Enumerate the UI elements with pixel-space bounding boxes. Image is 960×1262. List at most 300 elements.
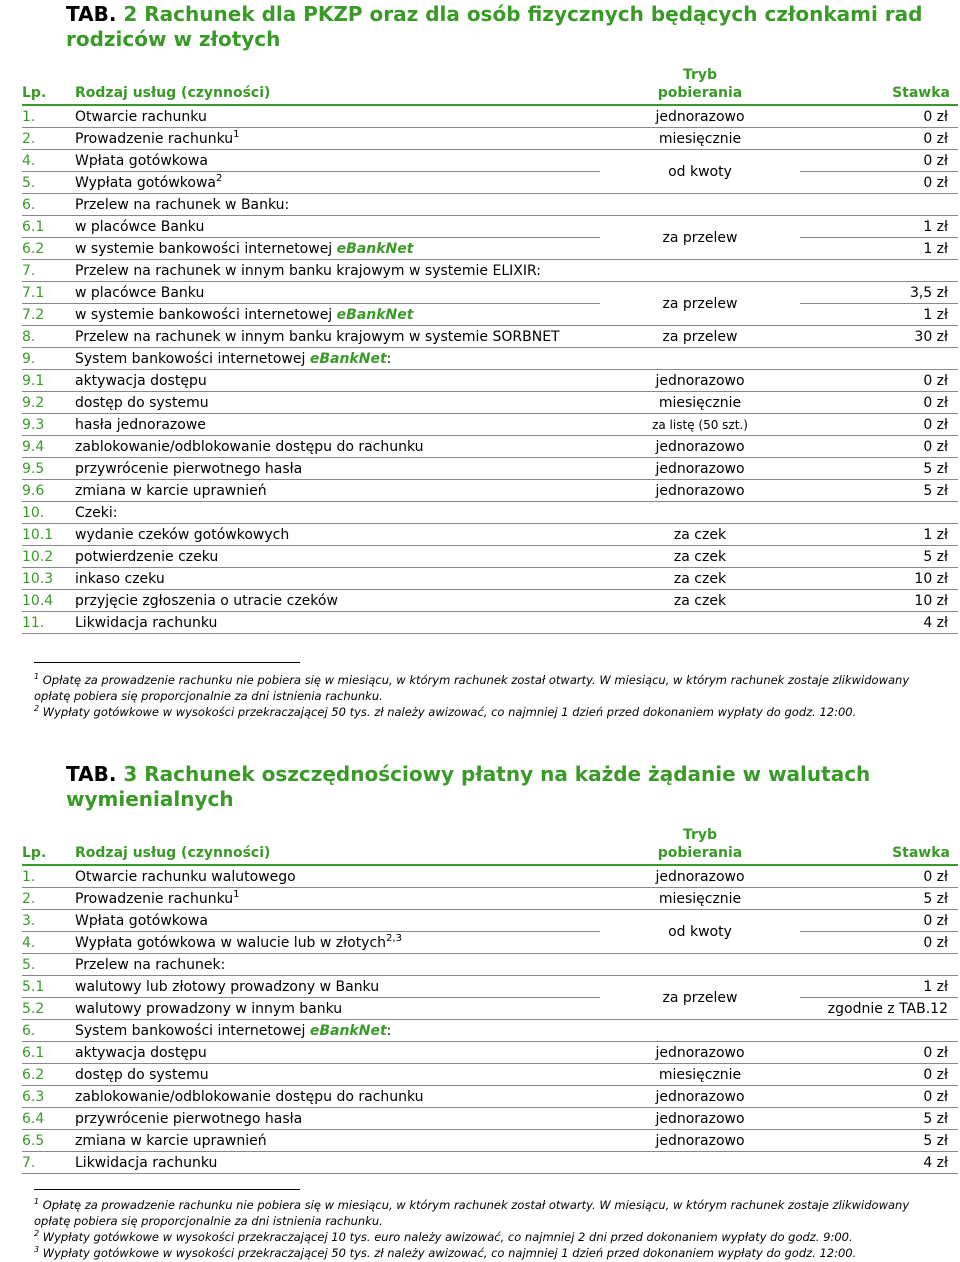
footnote xyxy=(34,1197,934,1213)
table-row xyxy=(22,502,958,524)
fee-rate: 5 zł xyxy=(800,480,958,502)
ebanknet-brand: eBankNet xyxy=(336,306,414,323)
tab3-footnote-rule xyxy=(34,1189,300,1190)
fee-rate: 0 zł xyxy=(800,436,958,458)
row-number xyxy=(22,105,75,128)
footnote xyxy=(34,1213,934,1229)
footnote xyxy=(34,1245,934,1261)
row-number-main: 7. xyxy=(22,284,36,301)
row-number xyxy=(22,888,75,910)
row-number-text: 10. xyxy=(22,504,45,521)
service-name xyxy=(75,1108,600,1130)
service-name-text: zmiana w karcie uprawnień xyxy=(75,1132,267,1149)
row-number xyxy=(22,348,75,370)
row-number xyxy=(22,370,75,392)
row-number-sub: 4 xyxy=(44,592,54,609)
tab2-title-line2: rodziców w złotych xyxy=(66,27,281,51)
tab3-fee-table xyxy=(22,826,958,1174)
service-name xyxy=(75,304,600,326)
fee-rate: 0 zł xyxy=(800,1064,958,1086)
charge-mode: miesięcznie xyxy=(600,888,800,910)
footnote-text: opłatę pobiera się proporcjonalnie za dni istnienia rachunku. xyxy=(34,689,383,703)
table-row xyxy=(22,910,958,932)
service-name xyxy=(75,436,600,458)
service-name-text: Wypłata gotówkowa xyxy=(75,174,217,191)
table-row xyxy=(22,568,958,590)
row-number xyxy=(22,1064,75,1086)
charge-mode: jednorazowo xyxy=(600,1108,800,1130)
row-number xyxy=(22,216,75,238)
table-row xyxy=(22,216,958,238)
row-number-main: 10. xyxy=(22,592,45,609)
row-number-text: 5. xyxy=(22,174,36,191)
row-number-text: 2. xyxy=(22,130,36,147)
row-number-main: 6. xyxy=(22,1066,36,1083)
fee-rate: 0 zł xyxy=(800,172,958,194)
fee-rate: 1 zł xyxy=(800,524,958,546)
table-row xyxy=(22,414,958,436)
row-number-sub: 3 xyxy=(44,570,54,587)
fee-rate: 3,5 zł xyxy=(800,282,958,304)
header-rate: Stawka xyxy=(800,826,958,865)
fee-rate: 0 zł xyxy=(800,910,958,932)
service-name-text: inkaso czeku xyxy=(75,570,165,587)
fee-rate: 0 zł xyxy=(800,865,958,888)
row-number-sub: 1 xyxy=(44,526,54,543)
row-number xyxy=(22,546,75,568)
service-name xyxy=(75,370,600,392)
fee-rate xyxy=(800,194,958,216)
row-number xyxy=(22,128,75,150)
tab3-prefix: TAB. xyxy=(66,762,117,786)
table-row xyxy=(22,546,958,568)
ebanknet-brand: eBankNet xyxy=(309,1022,387,1039)
table-row xyxy=(22,1108,958,1130)
row-number xyxy=(22,1086,75,1108)
service-name-text: Prowadzenie rachunku xyxy=(75,890,234,907)
row-number xyxy=(22,304,75,326)
fee-rate: 1 zł xyxy=(800,304,958,326)
row-number-main: 6. xyxy=(22,218,36,235)
fee-rate xyxy=(800,502,958,524)
row-number xyxy=(22,194,75,216)
tab3-header-row xyxy=(22,826,958,865)
service-name-text: dostęp do systemu xyxy=(75,1066,209,1083)
row-number-main: 6. xyxy=(22,1044,36,1061)
table-row xyxy=(22,260,958,282)
service-name-text: w systemie bankowości internetowej xyxy=(75,240,333,257)
service-name xyxy=(75,128,600,150)
charge-mode xyxy=(600,260,800,282)
row-number xyxy=(22,436,75,458)
ebanknet-brand: eBankNet xyxy=(309,350,387,367)
row-number-text: 3. xyxy=(22,912,36,929)
service-name xyxy=(75,888,600,910)
row-number-text: 1. xyxy=(22,868,36,885)
fee-rate xyxy=(800,348,958,370)
charge-mode xyxy=(600,1152,800,1174)
service-name-text: w placówce Banku xyxy=(75,218,205,235)
footnote-text: Opłatę za prowadzenie rachunku nie pobiera się w miesiącu, w którym rachunek został otwarty. W miesiącu, w którym rachunek zostaje zlikwidowany xyxy=(42,673,910,687)
charge-mode: za czek xyxy=(600,590,800,612)
service-name xyxy=(75,326,600,348)
row-number xyxy=(22,590,75,612)
charge-mode: za listę (50 szt.) xyxy=(600,414,800,436)
fee-rate: 4 zł xyxy=(800,612,958,634)
brand-suffix: : xyxy=(386,1022,392,1039)
row-number xyxy=(22,865,75,888)
service-name-text: Otwarcie rachunku xyxy=(75,108,207,125)
row-number-text: 9. xyxy=(22,350,36,367)
footnote-mark: 2 xyxy=(34,704,40,713)
charge-mode: za przelew xyxy=(600,282,800,326)
row-number-sub: 1 xyxy=(35,1044,45,1061)
charge-mode xyxy=(600,612,800,634)
service-name xyxy=(75,976,600,998)
header-mode-line2: pobierania xyxy=(657,845,743,861)
row-number-sub: 3 xyxy=(35,416,45,433)
row-number-main: 9. xyxy=(22,416,36,433)
charge-mode: od kwoty xyxy=(600,150,800,194)
table-row xyxy=(22,392,958,414)
row-number xyxy=(22,976,75,998)
service-name xyxy=(75,1064,600,1086)
fee-rate: 10 zł xyxy=(800,590,958,612)
fee-rate: 0 zł xyxy=(800,150,958,172)
charge-mode: jednorazowo xyxy=(600,436,800,458)
row-number-main: 9. xyxy=(22,438,36,455)
tab2-title xyxy=(66,2,926,52)
row-number xyxy=(22,910,75,932)
table-row xyxy=(22,348,958,370)
tab3-body xyxy=(22,865,958,1174)
service-name-text: potwierdzenie czeku xyxy=(75,548,219,565)
service-name-text: Otwarcie rachunku walutowego xyxy=(75,868,296,885)
fee-rate: 5 zł xyxy=(800,1108,958,1130)
fee-rate: 5 zł xyxy=(800,888,958,910)
row-number-main: 9. xyxy=(22,372,36,389)
row-number-sub: 2 xyxy=(35,1066,45,1083)
service-name-text: System bankowości internetowej xyxy=(75,350,306,367)
service-name xyxy=(75,105,600,128)
row-number xyxy=(22,932,75,954)
header-mode-line2: pobierania xyxy=(657,85,743,101)
service-name-text: zablokowanie/odblokowanie dostępu do rachunku xyxy=(75,438,424,455)
fee-rate: 4 zł xyxy=(800,1152,958,1174)
row-number-sub: 1 xyxy=(35,978,45,995)
service-name xyxy=(75,1086,600,1108)
row-number xyxy=(22,326,75,348)
service-name xyxy=(75,1020,600,1042)
charge-mode: miesięcznie xyxy=(600,128,800,150)
row-number-main: 10. xyxy=(22,570,45,587)
header-lp: Lp. xyxy=(22,826,75,865)
header-lp: Lp. xyxy=(22,66,75,105)
row-number-text: 4. xyxy=(22,934,36,951)
fee-rate xyxy=(800,260,958,282)
row-number-sub: 2 xyxy=(35,1000,45,1017)
service-name xyxy=(75,392,600,414)
row-number xyxy=(22,150,75,172)
service-name xyxy=(75,282,600,304)
table-row xyxy=(22,304,958,326)
service-name xyxy=(75,865,600,888)
fee-rate xyxy=(800,1020,958,1042)
service-name-text: walutowy lub złotowy prowadzony w Banku xyxy=(75,978,380,995)
ebanknet-brand: eBankNet xyxy=(336,240,414,257)
row-number-main: 10. xyxy=(22,526,45,543)
fee-rate: 1 zł xyxy=(800,976,958,998)
charge-mode: jednorazowo xyxy=(600,480,800,502)
table-row xyxy=(22,172,958,194)
fee-rate: 5 zł xyxy=(800,458,958,480)
tab3-footnotes xyxy=(34,1197,934,1261)
row-number-main: 6. xyxy=(22,1132,36,1149)
row-number xyxy=(22,1042,75,1064)
charge-mode: jednorazowo xyxy=(600,105,800,128)
row-number-main: 7. xyxy=(22,306,36,323)
service-name xyxy=(75,502,600,524)
row-number-main: 6. xyxy=(22,1088,36,1105)
row-number xyxy=(22,458,75,480)
fee-rate: 0 zł xyxy=(800,392,958,414)
row-number-sub: 3 xyxy=(35,1088,45,1105)
service-name-text: w systemie bankowości internetowej xyxy=(75,306,333,323)
service-name-text: hasła jednorazowe xyxy=(75,416,206,433)
row-number xyxy=(22,612,75,634)
row-number-text: 4. xyxy=(22,152,36,169)
table-row xyxy=(22,612,958,634)
service-name xyxy=(75,216,600,238)
row-number xyxy=(22,1108,75,1130)
row-number-sub: 4 xyxy=(35,1110,45,1127)
service-name-text: w placówce Banku xyxy=(75,284,205,301)
tab2-fee-table xyxy=(22,66,958,634)
row-number-sub: 5 xyxy=(35,460,45,477)
tab2-header-row xyxy=(22,66,958,105)
table-row xyxy=(22,1020,958,1042)
table-row xyxy=(22,1130,958,1152)
row-number-main: 9. xyxy=(22,460,36,477)
table-row xyxy=(22,326,958,348)
fee-rate xyxy=(800,954,958,976)
charge-mode: jednorazowo xyxy=(600,1130,800,1152)
service-name-text: Przelew na rachunek w innym banku krajowym w systemie SORBNET xyxy=(75,328,560,345)
charge-mode: jednorazowo xyxy=(600,1042,800,1064)
service-name xyxy=(75,998,600,1020)
service-name xyxy=(75,546,600,568)
fee-rate: 0 zł xyxy=(800,1042,958,1064)
row-number xyxy=(22,480,75,502)
table-row xyxy=(22,238,958,260)
service-name-text: Przelew na rachunek: xyxy=(75,956,226,973)
table-row xyxy=(22,105,958,128)
charge-mode: jednorazowo xyxy=(600,865,800,888)
tab2-prefix: TAB. xyxy=(66,2,117,26)
row-number-text: 5. xyxy=(22,956,36,973)
service-name xyxy=(75,910,600,932)
charge-mode xyxy=(600,954,800,976)
service-name xyxy=(75,238,600,260)
fee-rate: zgodnie z TAB.12 xyxy=(800,998,958,1020)
service-name-text: Wypłata gotówkowa w walucie lub w złotych xyxy=(75,934,387,951)
service-name-text: walutowy prowadzony w innym banku xyxy=(75,1000,343,1017)
row-number xyxy=(22,238,75,260)
tab2-title-line1: Rachunek dla PKZP oraz dla osób fizycznych będących członkami rad xyxy=(144,2,923,26)
row-number xyxy=(22,954,75,976)
row-number-text: 7. xyxy=(22,1154,36,1171)
table-row xyxy=(22,932,958,954)
tab2-footnote-rule xyxy=(34,662,300,663)
fee-rate: 1 zł xyxy=(800,238,958,260)
service-name-text: Czeki: xyxy=(75,504,118,521)
row-number xyxy=(22,414,75,436)
row-number xyxy=(22,568,75,590)
service-name xyxy=(75,150,600,172)
service-name-text: Wpłata gotówkowa xyxy=(75,912,208,929)
header-service-type: Rodzaj usług (czynności) xyxy=(75,826,600,865)
row-number-sub: 1 xyxy=(35,284,45,301)
service-name xyxy=(75,480,600,502)
charge-mode: od kwoty xyxy=(600,910,800,954)
row-number-sub: 1 xyxy=(35,218,45,235)
table-row xyxy=(22,458,958,480)
row-number-main: 9. xyxy=(22,394,36,411)
service-name xyxy=(75,414,600,436)
table-row xyxy=(22,590,958,612)
fee-rate: 0 zł xyxy=(800,1086,958,1108)
fee-rate: 0 zł xyxy=(800,414,958,436)
table-row xyxy=(22,954,958,976)
tab3-title-line2: wymienialnych xyxy=(66,787,234,811)
table-row xyxy=(22,128,958,150)
charge-mode: jednorazowo xyxy=(600,458,800,480)
table-row xyxy=(22,1042,958,1064)
charge-mode: jednorazowo xyxy=(600,1086,800,1108)
row-number xyxy=(22,524,75,546)
service-name xyxy=(75,954,600,976)
charge-mode: za przelew xyxy=(600,976,800,1020)
footnote-marker: 1 xyxy=(233,128,240,140)
row-number-main: 5. xyxy=(22,1000,36,1017)
fee-rate: 10 zł xyxy=(800,568,958,590)
service-name-text: Przelew na rachunek w Banku: xyxy=(75,196,290,213)
fee-rate: 0 zł xyxy=(800,105,958,128)
service-name xyxy=(75,260,600,282)
header-rate: Stawka xyxy=(800,66,958,105)
tab2-body xyxy=(22,105,958,634)
service-name xyxy=(75,1042,600,1064)
footnote-text: Wypłaty gotówkowe w wysokości przekraczającej 10 tys. euro należy awizować, co najmniej 2 dni przed dokonaniem wypłaty do godz. 9:00. xyxy=(42,1230,853,1244)
charge-mode: miesięcznie xyxy=(600,1064,800,1086)
table-row xyxy=(22,998,958,1020)
row-number xyxy=(22,392,75,414)
charge-mode: jednorazowo xyxy=(600,370,800,392)
fee-rate: 0 zł xyxy=(800,932,958,954)
service-name-text: dostęp do systemu xyxy=(75,394,209,411)
table-row xyxy=(22,976,958,998)
service-name-text: Przelew na rachunek w innym banku krajowym w systemie ELIXIR: xyxy=(75,262,541,279)
service-name-text: zmiana w karcie uprawnień xyxy=(75,482,267,499)
row-number xyxy=(22,1130,75,1152)
table-row xyxy=(22,436,958,458)
fee-rate: 1 zł xyxy=(800,216,958,238)
service-name xyxy=(75,932,600,954)
charge-mode: za przelew xyxy=(600,216,800,260)
service-name xyxy=(75,458,600,480)
header-mode-line1: Tryb xyxy=(682,827,718,843)
header-charge-mode xyxy=(600,826,800,865)
table-row xyxy=(22,370,958,392)
row-number xyxy=(22,172,75,194)
service-name-text: Likwidacja rachunku xyxy=(75,614,218,631)
footnote-mark: 2 xyxy=(34,1229,40,1238)
service-name xyxy=(75,612,600,634)
footnote xyxy=(34,704,934,720)
service-name xyxy=(75,524,600,546)
footnote-text: opłatę pobiera się proporcjonalnie za dni istnienia rachunku. xyxy=(34,1214,383,1228)
row-number xyxy=(22,1152,75,1174)
charge-mode xyxy=(600,502,800,524)
row-number xyxy=(22,282,75,304)
fee-rate: 5 zł xyxy=(800,546,958,568)
fee-rate: 0 zł xyxy=(800,128,958,150)
service-name-text: Wpłata gotówkowa xyxy=(75,152,208,169)
service-name-text: Likwidacja rachunku xyxy=(75,1154,218,1171)
service-name-text: System bankowości internetowej xyxy=(75,1022,306,1039)
service-name-text: Prowadzenie rachunku xyxy=(75,130,234,147)
table-row xyxy=(22,1086,958,1108)
row-number-main: 10. xyxy=(22,548,45,565)
row-number-sub: 2 xyxy=(35,240,45,257)
row-number-sub: 2 xyxy=(35,306,45,323)
service-name-text: przywrócenie pierwotnego hasła xyxy=(75,1110,303,1127)
footnote-text: Wypłaty gotówkowe w wysokości przekraczającej 50 tys. zł należy awizować, co najmniej 1 dzień przed dokonaniem wypłaty do godz. 12:00. xyxy=(42,1246,857,1260)
tab3-title xyxy=(66,762,926,812)
footnote-marker: 1 xyxy=(233,888,240,900)
tab3-number: 3 xyxy=(123,762,138,786)
row-number xyxy=(22,998,75,1020)
service-name xyxy=(75,348,600,370)
footnote xyxy=(34,688,934,704)
table-row xyxy=(22,150,958,172)
row-number-sub: 4 xyxy=(35,438,45,455)
service-name-text: wydanie czeków gotówkowych xyxy=(75,526,290,543)
charge-mode: za przelew xyxy=(600,326,800,348)
tab2-number: 2 xyxy=(123,2,138,26)
footnote-mark: 3 xyxy=(34,1245,40,1254)
footnote-text: Wypłaty gotówkowe w wysokości przekraczającej 50 tys. zł należy awizować, co najmniej 1 dzień przed dokonaniem wypłaty do godz. 12:00. xyxy=(42,705,857,719)
header-charge-mode xyxy=(600,66,800,105)
row-number-text: 2. xyxy=(22,890,36,907)
table-row xyxy=(22,194,958,216)
footnote-text: Opłatę za prowadzenie rachunku nie pobiera się w miesiącu, w którym rachunek został otwarty. W miesiącu, w którym rachunek zostaje zlikwidowany xyxy=(42,1198,910,1212)
service-name xyxy=(75,568,600,590)
charge-mode: za czek xyxy=(600,568,800,590)
charge-mode xyxy=(600,348,800,370)
row-number-text: 6. xyxy=(22,1022,36,1039)
service-name xyxy=(75,194,600,216)
row-number-text: 7. xyxy=(22,262,36,279)
footnote xyxy=(34,672,934,688)
charge-mode: za czek xyxy=(600,524,800,546)
table-row xyxy=(22,888,958,910)
fee-rate: 5 zł xyxy=(800,1130,958,1152)
footnote-marker: 2 xyxy=(216,172,223,184)
tab2-footnotes xyxy=(34,672,934,720)
table-row xyxy=(22,1064,958,1086)
row-number-sub: 2 xyxy=(35,394,45,411)
